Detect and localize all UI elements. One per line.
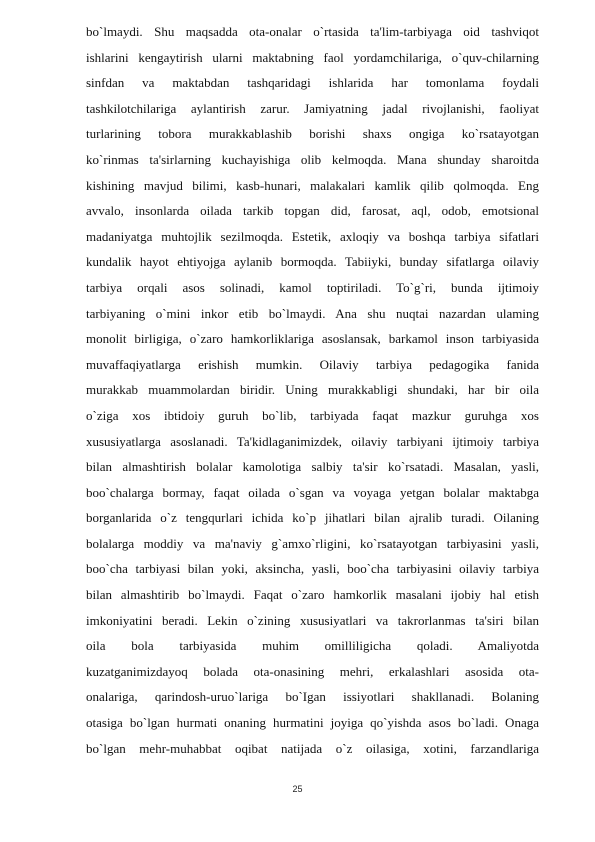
text-line: ishlarini kengaytirish ularni maktabning faol yordamchilariga, o`quv-chilarning xyxy=(86,49,539,65)
text-line: bo`lgan mehr-muhabbat oqibat natijada o`z oilasiga, xotini, farzandlariga xyxy=(86,740,539,756)
text-line: madaniyatga muhtojlik sezilmoqda. Estetik, axloqiy va boshqa tarbiya sifatlari xyxy=(86,228,539,244)
text-line: kuzatganimizdayoq bolada ota-onasining mehri, erkalashlari asosida ota- xyxy=(86,663,539,679)
text-line: monolit birligiga, o`zaro hamkorliklariga asoslansak, barkamol inson tarbiyasida xyxy=(86,331,539,347)
text-line: boo`cha tarbiyasi bilan yoki, aksincha, yasli, boo`cha tarbiyasini oilaviy tarbiya xyxy=(86,561,539,577)
text-line: kishining mavjud bilimi, kasb-hunari, malakalari kamlik qilib qolmoqda. Eng xyxy=(86,177,539,193)
text-line: sinfdan va maktabdan tashqaridagi ishlarida har tomonlama foydali xyxy=(86,75,539,91)
text-line: muvaffaqiyatlarga erishish mumkin. Oilaviy tarbiya pedagogika fanida xyxy=(86,356,539,372)
text-line: xususiyatlarga asoslanadi. Ta'kidlaganimizdek, oilaviy tarbiyani ijtimoiy tarbiya xyxy=(86,433,539,449)
text-line: bilan almashtirish bolalar kamolotiga salbiy ta'sir ko`rsatadi. Masalan, yasli, xyxy=(86,459,539,475)
text-line: otasiga bo`lgan hurmati onaning hurmatini joyiga qo`yishda asos bo`ladi. Onaga xyxy=(86,715,539,731)
text-line: o`ziga xos ibtidoiy guruh bo`lib, tarbiyada faqat mazkur guruhga xos xyxy=(86,407,539,423)
text-line: imkoniyatini beradi. Lekin o`zining xususiyatlari va takrorlanmas ta'siri bilan xyxy=(86,612,539,628)
text-line: borganlarida o`z tengqurlari ichida ko`p jihatlari bilan ajralib turadi. Oilaning xyxy=(86,510,539,526)
text-line: tarbiyaning o`mini inkor etib bo`lmaydi. Ana shu nuqtai nazardan ulaming xyxy=(86,305,539,321)
text-line: onalariga, qarindosh-uruo`lariga bo`Igan issiyotlari shakllanadi. Bolaning xyxy=(86,689,539,705)
text-line: avvalo, insonlarda oilada tarkib topgan did, farosat, aql, odob, emotsional xyxy=(86,203,539,219)
text-line: tarbiya orqali asos solinadi, kamol toptiriladi. To`g`ri, bunda ijtimoiy xyxy=(86,279,539,295)
text-line: oila bola tarbiyasida muhim omilliligicha qoladi. Amaliyotda xyxy=(86,638,539,654)
text-line: murakkab muammolardan biridir. Uning murakkabligi shundaki, har bir oila xyxy=(86,382,539,398)
text-line: bilan almashtirib bo`lmaydi. Faqat o`zaro hamkorlik masalani ijobiy hal etish xyxy=(86,587,539,603)
text-line: turlarining tobora murakkablashib borishi shaxs ongiga ko`rsatayotgan xyxy=(86,126,539,142)
text-line: tashkilotchilariga aylantirish zarur. Jamiyatning jadal rivojlanishi, faoliyat xyxy=(86,100,539,116)
body-text xyxy=(86,19,539,761)
text-line: bolalarga moddiy va ma'naviy g`amxo`rligini, ko`rsatayotgan tarbiyasini yasli, xyxy=(86,535,539,551)
page-number: 25 xyxy=(292,784,303,794)
text-line: ko`rinmas ta'sirlarning kuchayishiga olib kelmoqda. Mana shunday sharoitda xyxy=(86,151,539,167)
text-line: bo`lmaydi. Shu maqsadda ota-onalar o`rtasida ta'lim-tarbiyaga oid tashviqot xyxy=(86,24,539,39)
text-line: boo`chalarga bormay, faqat oilada o`sgan va voyaga yetgan bolalar maktabga xyxy=(86,484,539,500)
text-line: kundalik hayot ehtiyojga aylanib bormoqda. Tabiiyki, bunday sifatlarga oilaviy xyxy=(86,254,539,270)
